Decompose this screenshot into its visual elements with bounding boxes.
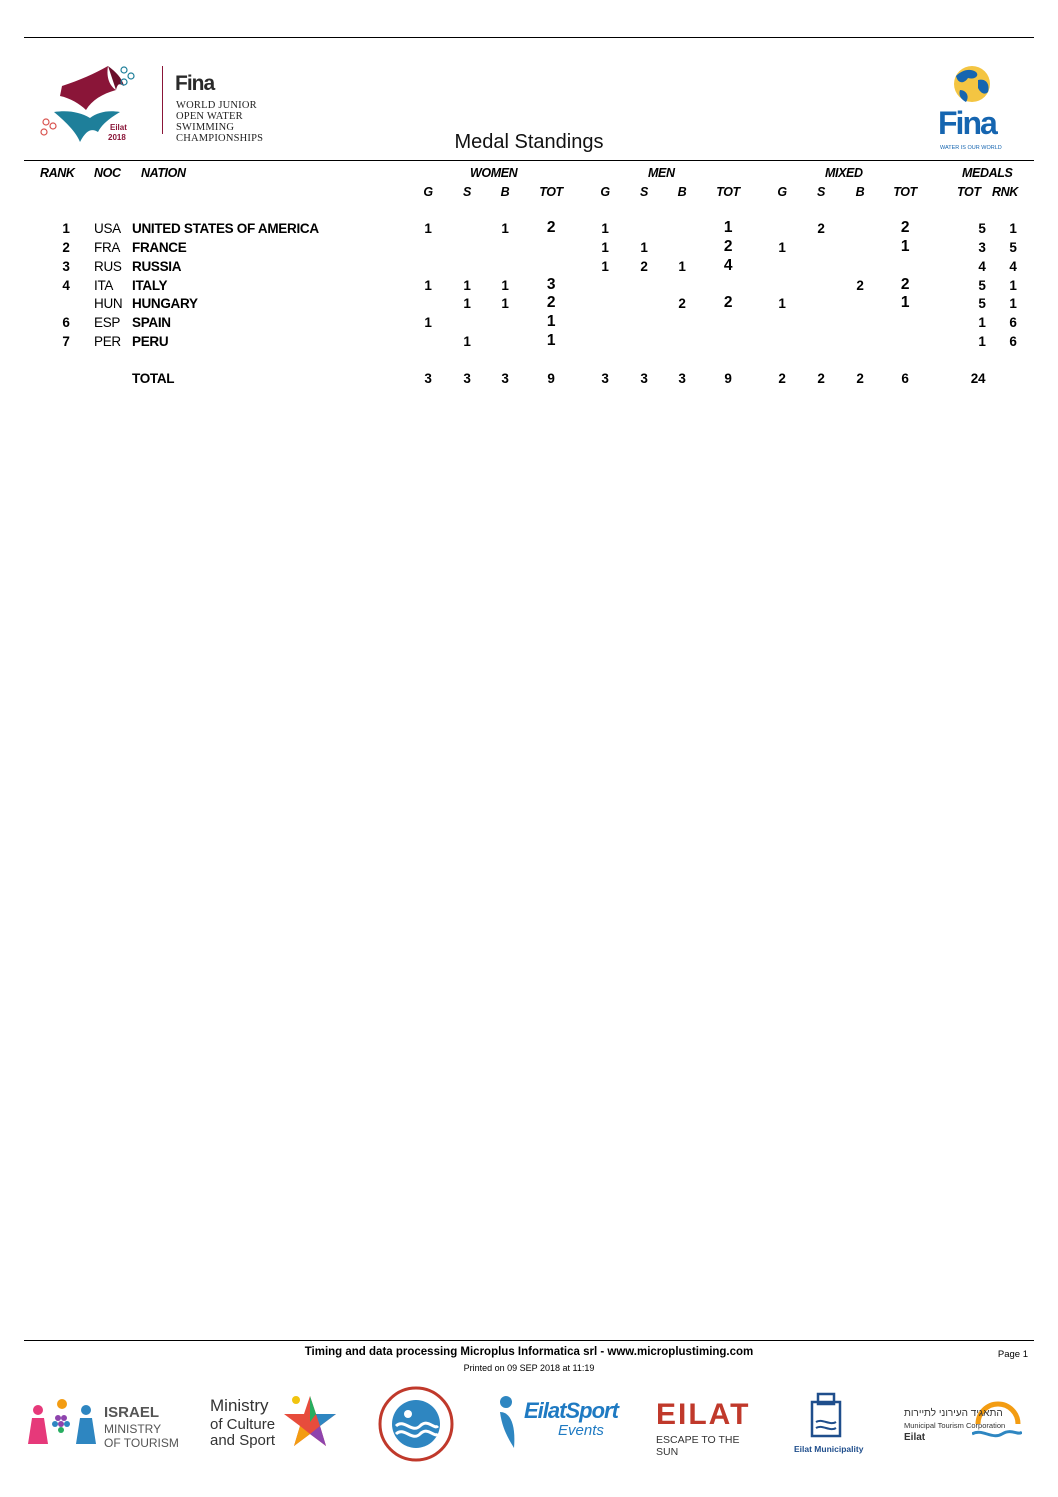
header-rule [24, 160, 1034, 161]
page-title: Medal Standings [454, 131, 604, 153]
sponsor-eilat-escape [654, 1390, 758, 1460]
men-tot-cell: 2 [723, 294, 733, 311]
total-medals: 24 [970, 371, 986, 386]
tourism-figures-icon [28, 1394, 98, 1454]
women-tot-cell: 2 [546, 294, 556, 311]
noc-cell: ITA [94, 278, 114, 293]
rank-cell: 1 [62, 221, 70, 236]
championship-line: WORLD JUNIOR [176, 100, 257, 111]
medals-total-cell: 3 [978, 240, 986, 255]
men-tot-cell: 1 [723, 219, 733, 236]
page-number: Page 1 [997, 1349, 1028, 1360]
nation-cell: ITALY [132, 278, 168, 293]
medals-total-cell: 5 [978, 221, 986, 236]
noc-cell: HUN [94, 296, 123, 311]
mixed-tot-cell: 2 [900, 276, 910, 293]
women-s-cell: 1 [463, 334, 471, 349]
championship-line: CHAMPIONSHIPS [176, 133, 264, 144]
men-b-cell: 2 [678, 296, 686, 311]
nation-cell: PERU [132, 334, 169, 349]
mixed-tot-cell: 2 [900, 219, 910, 236]
sponsor-ministry-culture [208, 1390, 338, 1460]
men-tot-cell: 2 [723, 238, 733, 255]
subheader-medals-tot: TOT [957, 185, 981, 199]
women-g-cell: 1 [424, 278, 432, 293]
subheader-mixed-s: S [817, 185, 825, 199]
total-men-tot: 9 [724, 371, 732, 386]
colorful-star-icon [282, 1392, 338, 1456]
subheader-women-g: G [423, 185, 433, 199]
subheader-women-tot: TOT [539, 185, 563, 199]
sponsor-text: Municipal Tourism Corporation [904, 1421, 1006, 1430]
sponsor-text: ISRAEL [104, 1404, 160, 1421]
sponsor-text: Ministry [210, 1396, 269, 1415]
sponsor-text: of Culture [210, 1416, 276, 1433]
nation-cell: SPAIN [132, 315, 171, 330]
sponsor-text: MINISTRY [104, 1422, 162, 1436]
men-s-cell: 1 [640, 240, 648, 255]
subheader-men-b: B [677, 185, 687, 199]
header-mixed: MIXED [825, 166, 863, 180]
sponsor-eilat-tourism-corp [900, 1390, 1030, 1460]
swimming-association-icon [378, 1386, 454, 1462]
header-medals: MEDALS [962, 166, 1013, 180]
men-tot-cell: 4 [723, 257, 733, 274]
total-women-s: 3 [463, 371, 471, 386]
women-g-cell: 1 [424, 221, 432, 236]
women-tot-cell: 1 [546, 332, 556, 349]
mixed-tot-cell: 1 [900, 294, 910, 311]
header-noc: NOC [94, 166, 121, 180]
subheader-mixed-g: G [777, 185, 787, 199]
right-fina-wordmark: Fina [938, 105, 996, 141]
subheader-men-s: S [640, 185, 648, 199]
women-s-cell: 1 [463, 296, 471, 311]
timing-credit: Timing and data processing Microplus Informatica srl - www.microplustiming.com [304, 1346, 754, 1358]
sponsor-text: Eilat [904, 1432, 926, 1443]
sponsor-text: ESCAPE TO THE SUN [656, 1434, 740, 1458]
medals-rank-cell: 6 [1009, 315, 1017, 330]
swimmer-icon [494, 1394, 528, 1450]
rank-cell: 6 [62, 315, 70, 330]
subheader-mixed-tot: TOT [893, 185, 917, 199]
subheader-mixed-b: B [855, 185, 865, 199]
sponsor-eilat-municipality [794, 1390, 864, 1460]
medals-rank-cell: 1 [1009, 278, 1017, 293]
women-tot-cell: 3 [546, 276, 556, 293]
sponsor-eilat-sport [494, 1390, 616, 1460]
medals-total-cell: 4 [978, 259, 986, 274]
men-g-cell: 1 [601, 259, 609, 274]
women-b-cell: 1 [501, 296, 509, 311]
sponsor-text: and Sport [210, 1432, 276, 1449]
total-mixed-g: 2 [778, 371, 786, 386]
total-mixed-s: 2 [817, 371, 825, 386]
subheader-women-s: S [463, 185, 471, 199]
top-rule [24, 37, 1034, 38]
noc-cell: FRA [94, 240, 121, 255]
total-men-s: 3 [640, 371, 648, 386]
total-women-b: 3 [501, 371, 509, 386]
women-s-cell: 1 [463, 278, 471, 293]
printed-date: Printed on 09 SEP 2018 at 11:19 [463, 1363, 595, 1373]
championship-line: OPEN WATER SWIMMING [176, 111, 243, 133]
women-tot-cell: 2 [546, 219, 556, 236]
sponsor-text: EILAT [656, 1398, 751, 1431]
subheader-men-g: G [600, 185, 610, 199]
subheader-men-tot: TOT [716, 185, 740, 199]
noc-cell: RUS [94, 259, 122, 274]
subheader-women-b: B [500, 185, 510, 199]
medals-total-cell: 5 [978, 278, 986, 293]
sponsor-text: OF TOURISM [104, 1436, 179, 1450]
medals-total-cell: 5 [978, 296, 986, 311]
total-men-g: 3 [601, 371, 609, 386]
municipality-crest-icon [806, 1392, 846, 1440]
mixed-g-cell: 1 [778, 296, 786, 311]
sponsor-text: התאגיד העירוני לתיירות [904, 1408, 1003, 1419]
header-women: WOMEN [470, 166, 518, 180]
rank-cell: 2 [62, 240, 70, 255]
total-label: TOTAL [132, 371, 175, 386]
total-mixed-b: 2 [856, 371, 864, 386]
rank-cell: 4 [62, 278, 70, 293]
total-women-tot: 9 [547, 371, 555, 386]
fina-wordmark: Fina [175, 72, 215, 95]
header-rank: RANK [40, 166, 75, 180]
women-tot-cell: 1 [546, 313, 556, 330]
emblem-year: 2018 [108, 133, 126, 142]
logo-divider [162, 66, 163, 134]
nation-cell: RUSSIA [132, 259, 182, 274]
women-b-cell: 1 [501, 278, 509, 293]
total-women-g: 3 [424, 371, 432, 386]
noc-cell: USA [94, 221, 121, 236]
mixed-b-cell: 2 [856, 278, 864, 293]
mixed-s-cell: 2 [817, 221, 825, 236]
women-g-cell: 1 [424, 315, 432, 330]
total-men-b: 3 [678, 371, 686, 386]
sponsor-text: Eilat Municipality [794, 1444, 864, 1454]
sponsor-israel-tourism [28, 1390, 180, 1460]
header-nation: NATION [141, 166, 186, 180]
medals-rank-cell: 1 [1009, 221, 1017, 236]
medals-total-cell: 1 [978, 315, 986, 330]
header-men: MEN [648, 166, 675, 180]
nation-cell: FRANCE [132, 240, 187, 255]
total-mixed-tot: 6 [901, 371, 909, 386]
subheader-medals-rnk: RNK [992, 185, 1018, 199]
nation-cell: UNITED STATES OF AMERICA [132, 221, 319, 236]
rank-cell: 3 [62, 259, 70, 274]
men-g-cell: 1 [601, 240, 609, 255]
sponsor-text: EilatSport [524, 1398, 618, 1423]
medals-rank-cell: 6 [1009, 334, 1017, 349]
mixed-g-cell: 1 [778, 240, 786, 255]
rank-cell: 7 [62, 334, 70, 349]
sponsor-swimming-association [378, 1390, 456, 1460]
women-b-cell: 1 [501, 221, 509, 236]
emblem-text: Eilat [110, 123, 127, 132]
medals-rank-cell: 5 [1009, 240, 1017, 255]
footer-rule [24, 1340, 1034, 1341]
noc-cell: PER [94, 334, 121, 349]
nation-cell: HUNGARY [132, 296, 198, 311]
medals-rank-cell: 4 [1009, 259, 1017, 274]
mixed-tot-cell: 1 [900, 238, 910, 255]
men-b-cell: 1 [678, 259, 686, 274]
fina-tagline: WATER IS OUR WORLD [940, 145, 1002, 151]
medals-rank-cell: 1 [1009, 296, 1017, 311]
men-g-cell: 1 [601, 221, 609, 236]
sponsor-text: Events [558, 1422, 604, 1439]
medals-total-cell: 1 [978, 334, 986, 349]
men-s-cell: 2 [640, 259, 648, 274]
noc-cell: ESP [94, 315, 121, 330]
